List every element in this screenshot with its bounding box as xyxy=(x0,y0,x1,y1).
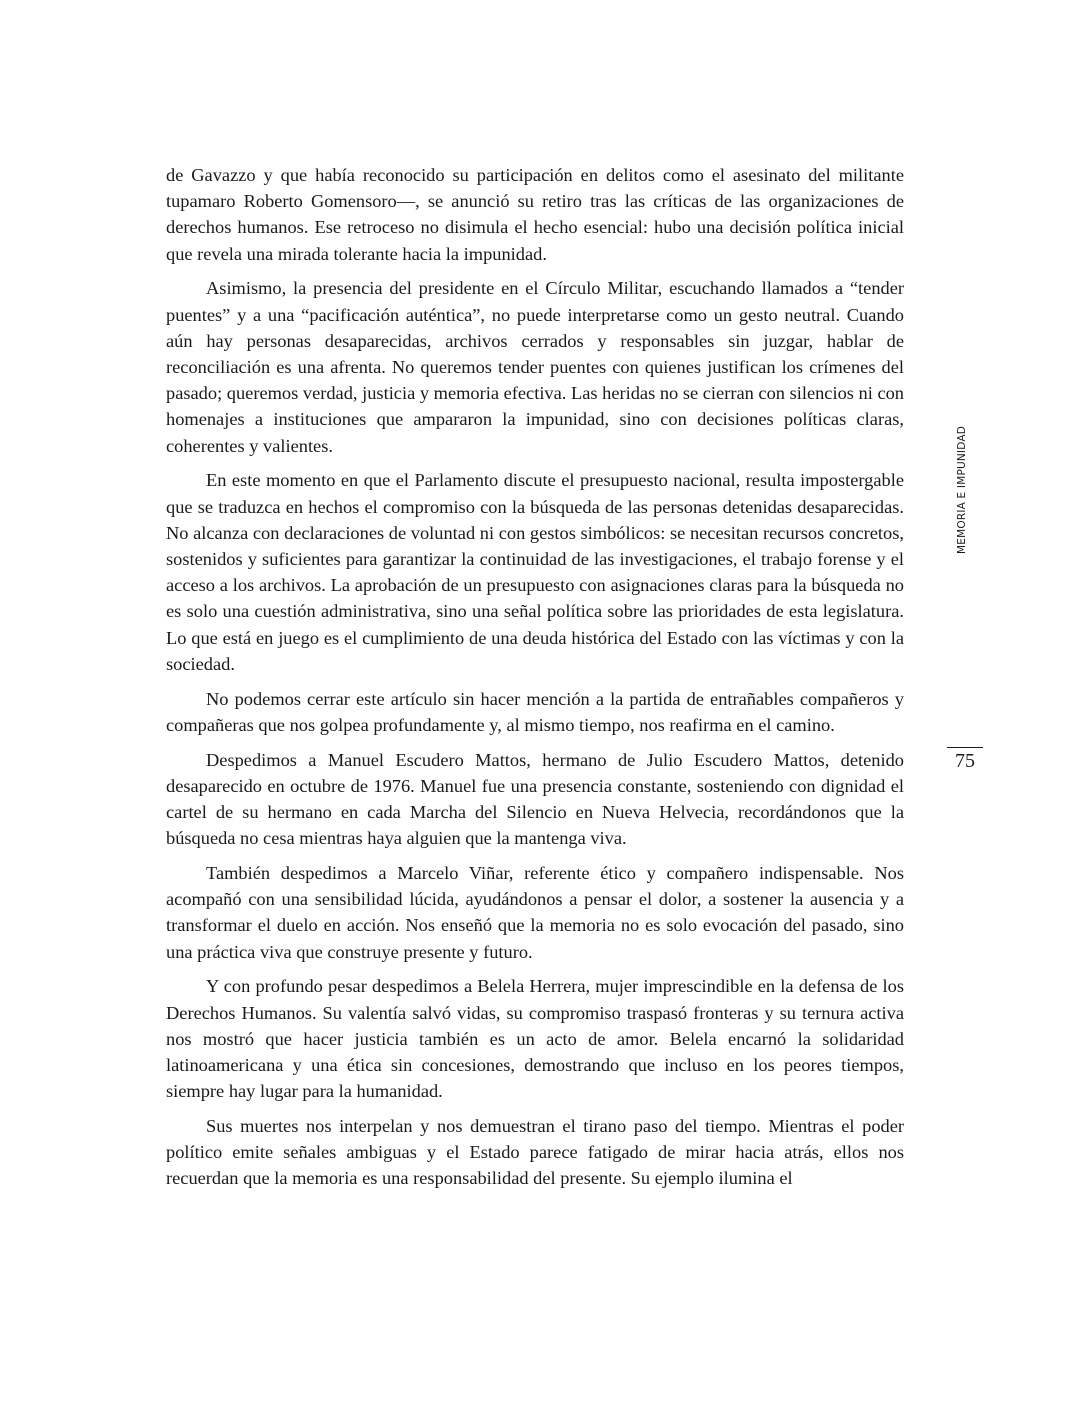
paragraph: Sus muertes nos interpelan y nos demuestran el tirano paso del tiempo. Mientras el poder político emite señales ambiguas y el Estado parece fatigado de mirar hacia atrás, ellos nos recuerdan que la memoria es una responsabilidad del presente. Su ejemplo ilumina el xyxy=(166,1116,904,1189)
paragraph-continuation: de Gavazzo y que había reconocido su participación en delitos como el asesinato del militante tupamaro Roberto Gomensoro—, se anunció su retiro tras las críticas de las organizaciones de derechos humanos. Ese retroceso no disimula el hecho esencial: hubo una decisión política inicial que revela una mirada tolerante hacia la impunidad. xyxy=(166,165,904,264)
body-text xyxy=(166,162,904,1200)
paragraph: Despedimos a Manuel Escudero Mattos, hermano de Julio Escudero Mattos, detenido desaparecido en octubre de 1976. Manuel fue una presencia constante, sosteniendo con dignidad el cartel de su hermano en cada Marcha del Silencio en Nueva Helvecia, recordándonos que la búsqueda no cesa mientras haya alguien que la mantenga viva. xyxy=(166,749,904,849)
paragraph: No podemos cerrar este artículo sin hacer mención a la partida de entrañables compañeros y compañeras que nos golpea profundamente y, al mismo tiempo, nos reafirma en el camino. xyxy=(166,688,904,735)
paragraph: Y con profundo pesar despedimos a Belela Herrera, mujer imprescindible en la defensa de los Derechos Humanos. Su valentía salvó vidas, su compromiso traspasó fronteras y su ternura activa nos mostró que hacer justicia también es un acto de amor. Belela encarnó la solidaridad latinoamericana y una ética sin concesiones, demostrando que incluso en los peores tiempos, siempre hay lugar para la humanidad. xyxy=(166,976,904,1102)
paragraph: En este momento en que el Parlamento discute el presupuesto nacional, resulta impostergable que se traduzca en hechos el compromiso con la búsqueda de las personas detenidas desaparecidas. No alcanza con declaraciones de voluntad ni con gestos simbólicos: se necesitan recursos concretos, sostenidos y suficientes para garantizar la continuidad de las investigaciones, el trabajo forense y el acceso a los archivos. La aprobación de un presupuesto con asignaciones claras para la búsqueda no es solo una cuestión administrativa, sino una señal política sobre las prioridades de esta legislatura. Lo que está en juego es el cumplimiento de una deuda histórica del Estado con las víctimas y con la sociedad. xyxy=(166,470,904,674)
page-number-rule xyxy=(947,747,983,748)
running-head: MEMORIA E IMPUNIDAD xyxy=(956,426,968,554)
paragraph: También despedimos a Marcelo Viñar, referente ético y compañero indispensable. Nos acompañó con una sensibilidad lúcida, ayudándonos a pensar el dolor, a sostener la ausencia y a transformar el duelo en acción. Nos enseñó que la memoria no es solo evocación del pasado, sino una práctica viva que construye presente y futuro. xyxy=(166,863,904,962)
paragraph: Asimismo, la presencia del presidente en el Círculo Militar, escuchando llamados a “tender puentes” y a una “pacificación auténtica”, no puede interpretarse como un gesto neutral. Cuando aún hay personas desaparecidas, archivos cerrados y responsables sin juzgar, hablar de reconciliación es una afrenta. No queremos tender puentes con quienes justifican los crímenes del pasado; queremos verdad, justicia y memoria efectiva. Las heridas no se cierran con silencios ni con homenajes a instituciones que ampararon la impunidad, sino con decisiones políticas claras, coherentes y valientes. xyxy=(166,278,904,456)
page-number: 75 xyxy=(955,750,975,772)
